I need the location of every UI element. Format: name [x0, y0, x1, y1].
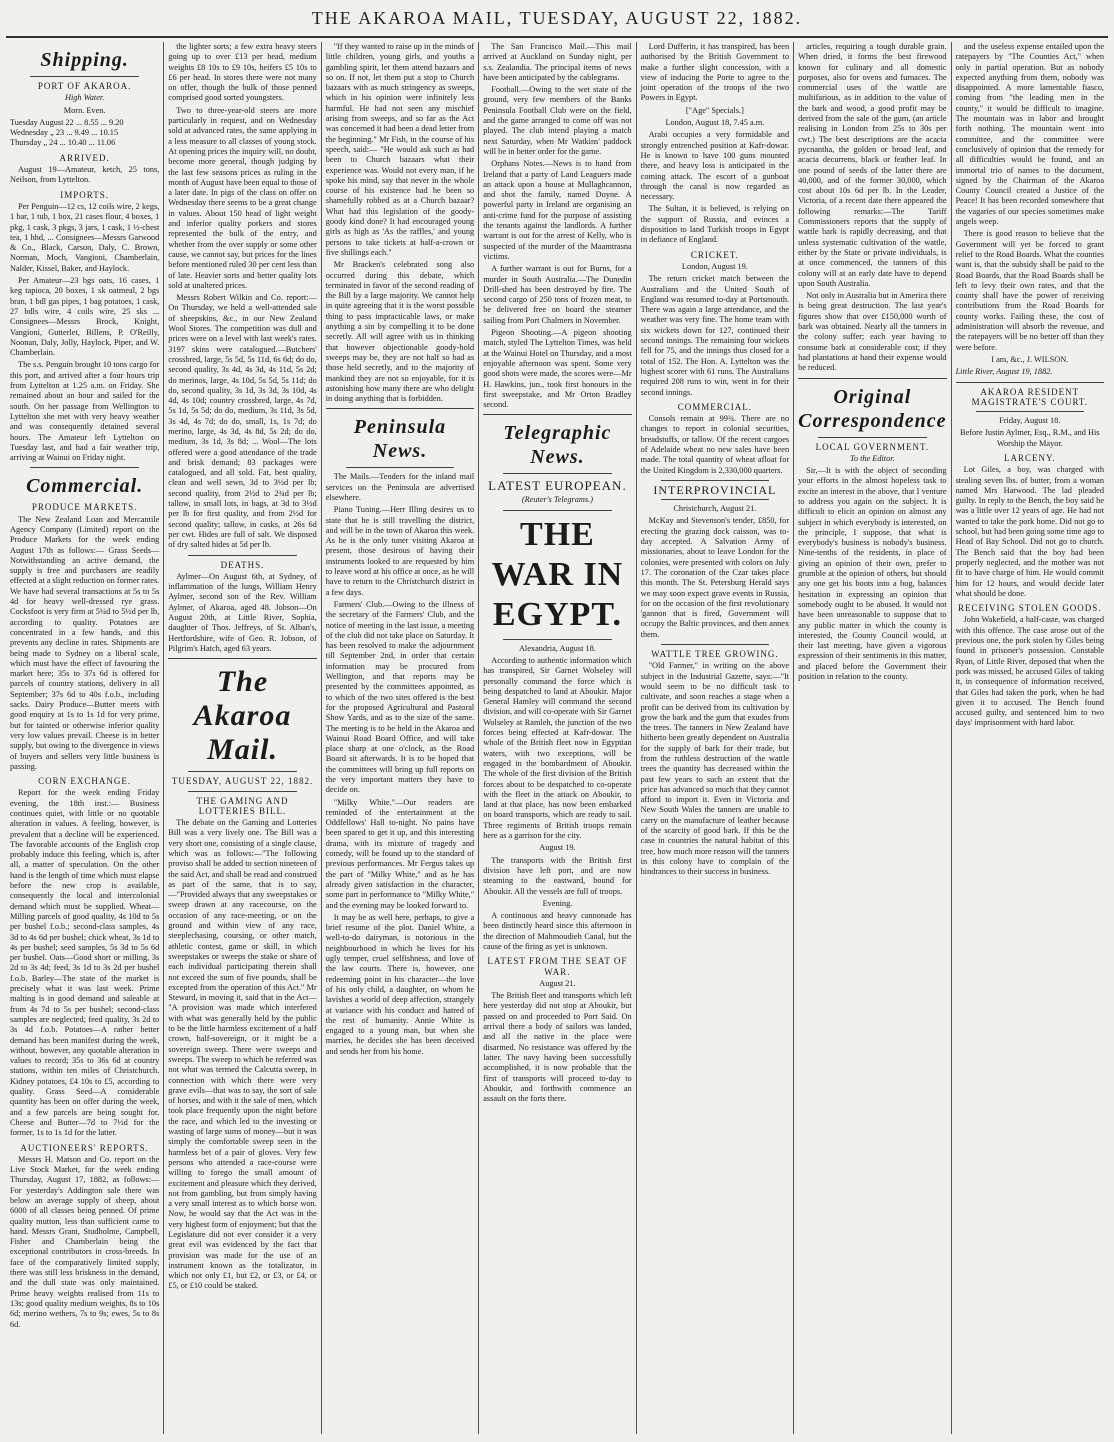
divider — [168, 658, 316, 659]
column-3 — [321, 42, 478, 1434]
high-water-row: Thursday „ 24 ... 10.40 ... 11.06 — [10, 138, 116, 148]
war-heading: THE WAR IN EGYPT. — [491, 515, 624, 633]
produce-heading: PRODUCE MARKETS. — [31, 502, 138, 513]
court-bench: Before Justin Aylmer, Esq., R.M., and His Worship the Mayor. — [960, 428, 1100, 448]
court-heading: AKAROA RESIDENT MAGISTRATE'S COURT. — [971, 386, 1088, 407]
original-correspondence-heading: Original Correspondence — [798, 385, 947, 432]
masthead-rule — [6, 36, 1108, 38]
auction-text: Messrs H. Matson and Co. report on the Live Stock Market, for the week ending Thursday, August 17, 1882, as follows:—For yesterday's Addington sale there was below an average supply of sheep, about 6000 of all classes being penned. Of prime quality mutton, less than sufficient came to hand. Messrs Grant, Studholme, Campbell, Fisher and Chamberlain being the exceptional contributors in cross-breeds. In face of the comparatively limited supply, there was still less briskness in the demand, and the dull state was only maintained. Prime heavy weights realised from 11s to 13s; good quality medium weights, 8s to 10s 6d; merino wethers, 7s to 9s; ewes, 5s to 8s 6d. — [10, 1154, 160, 1329]
divider — [326, 408, 474, 409]
imports-heading: IMPORTS. — [60, 189, 110, 200]
letter-continued: and the useless expense entailed upon the ratepayers by "The Counties Act," when only in partial operation. But as nobody expected anything from them, nobody was disappointed. A more lamentable fiasco, coming from "the leading men in the county," it would be difficult to imagine. The mountain was in labor and brought forth nothing. The mountain went into committee, and the committee were conclusively of opinion that the remedy for all difficulties would be found, and an immortal trio of names to the document, signed by the Chairman of the Akaroa County Council created a Justice of the Peace! It has been recorded somewhere that the vagaries of our species sometimes make angels weep. — [955, 42, 1105, 227]
sultan-text: The Sultan, it is believed, is relying on the support of Russia, and evinces a disposition to land Turkish troops in Egypt in defiance of England. — [640, 204, 790, 245]
letter-text: Sir,—It is with the object of seconding your efforts in the almost hopeless task to excite an interest in the above, that I venture to address you again on the subject. It is difficult to elicit an opinion on almost any subject in which everybody is interested, on the principle, I suppose, that what is everybody's business is nobody's business. Nine-tenths of the residents, in place of giving an opinion of their own, prefer to grumble at the opinion of others, but should any one get his boots into a bog, balances hesitation in expressing an opinion that somebody ought to be abused. It would not have been unreasonable to suppose that to any public matter in which the county is interested, the County Council would, at their last meeting, have given a vigorous expression of their sentiments in this matter, and placed before the Government their position in relation to the county. — [798, 466, 947, 682]
war-text: According to authentic information which has transpired, Sir Garnet Wolseley will personally command the force which is being despatched to land at Aboukir. Major General Hamley will command the second division, and will co-operate with Sir Garnet Wolseley at Ramleh, the junction of the two forces being effected at Kafr-dowar. The whole of the British fleet now in Egyptian waters, with two exceptions, will be engaged in the bombardment of Aboukir. The whole of the first division of the British forces about to be despatched to co-operate with the fleet in the attack on Aboukir, to land at that place, has now been embarked on board transports, which are ready to sail. Three regiments of British troops remain here as a garrison for the city. — [483, 655, 632, 841]
war-dateline: Alexandria, August 18. — [518, 643, 596, 653]
latest-european-heading: LATEST EUROPEAN. — [488, 478, 627, 494]
reuter-line: (Reuter's Telegrams.) — [521, 495, 593, 505]
imports-text: Per Penguin—12 cs, 12 coils wire, 2 kegs, 1 bar, 1 tub, 1 box, 21 cases flour, 4 boxes, 1 pkg, 1 cask, 3 pkgs, 3 jars, 1 cask, 1 ½-chest tea, 1 hhd, ... Consignees—Messrs Garwood & Co., Black, Carson, Daly, C. Brown, Norman, Moch, Vangioni, Chamberlain, Nalder, Kissel, Baker, and Haylock. — [10, 201, 160, 273]
divider — [483, 414, 631, 415]
cattle-text: Two to three-year-old steers are more particularly in request, and on Wednesday sold at advanced rates, the same applying in a less measure to all classes of young stock. At opening prices the inquiry will, no doubt, become more general, though judging by the last few seasons prices as ruling in the month of August have been equal to those of a later date. In pigs of the class on offer on Wednesday there seems to be a great change in values. About 150 head of light weight and inferior quality porkers and stores represented the bulk of the entry, and whether from the over supply or some other cause, we cannot say, but prices for the lines before mentioned ruled 30 per cent less than of late. Heavier sorts and better quality lots sold at unaltered prices. — [168, 105, 317, 290]
receiving-heading: RECEIVING STOLEN GOODS. — [957, 603, 1102, 614]
divider — [30, 467, 139, 468]
corn-text: Report for the week ending Friday evening, the 18th inst.:— Business continues quiet, with little or no quotable alteration in values. A feeling, however, is prevalent that a decline will be experienced. The favorable accounts of the English crop probably induce this feeling, which is, after all, a matter of speculation. On the other hand is the length of time which must elapse before the new crop is available, consequently the local and intercolonial demand which must be supplied. Wheat—Milling parcels of good quality, 4s 10d to 5s per bushel f.o.b.; second-class samples, 4s 3d to 4s 6d per bushel; chick wheat, 3s 1d to 4s per bushel; seed samples, 5s 3d to 5s 6d per bushel. Oats—Good short or milling, 3s 2d to 3s 4d; feed, 3s 1d to 3s 2d per bushel f.o.b. Barley—The state of the market is precisely what it was last week. Prime malting is in good demand and saleable at from 4s 7d to 5s per bushel; second-class samples are neglected; feed quality, 3s 2d to 3s 4d f.o.b. Potatoes—A rather better demand has been manifest during the week, without, however, any quotable alteration in values to record; 35s to 36s 6d at country stations, within ten miles of Christchurch. Kidney potatoes, £4 10s to £5, according to quality. Grass Seed—A considerable quantity has been on offer during the week, and a few parcels are being sought for. Cheese and Butter—7d to 7½d for the former, 1s to 1s 1d for the latter. — [10, 788, 160, 1138]
dufferin-text: Lord Dufferin, it has transpired, has been authorised by the British Government to make a further slight concession, with a view of inducing the Porte to agree to the joint operation of the troops of the two Powers in Egypt. — [640, 42, 790, 103]
aug19-dateline: August 19. — [539, 843, 576, 853]
aug19-text: The transports with the British first division have left port, and are now steaming to the eastward, bound for Aboukir. All the vessels are full of troops. — [483, 855, 632, 896]
paper-title: The Akaroa Mail. — [193, 665, 292, 767]
sf-mail-text: The San Francisco Mail.—This mail arrived at Auckland on Sunday night, per s.s. Zealandia. The principal items of news have been anticipated by the cablegrams. — [483, 42, 632, 82]
column-7 — [951, 42, 1108, 1434]
penguin-text: The s.s. Penguin brought 10 tons cargo for this port, and arrived after a four hours trip from Lyttelton at 1.25 a.m. on Friday. She remained about an hour and sailed for the south. On her passage from Wellington to Lyttelton she met with very heavy weather and was consequently detained several hours. The Amateur left Lyttelton on Tuesday last, and had a fair weather trip, arriving at Wainui on Friday night. — [10, 360, 160, 463]
seat-dateline: August 21. — [539, 978, 576, 988]
divider — [798, 378, 946, 379]
to-editor-line: To the Editor. — [850, 453, 895, 463]
paper-date: TUESDAY, AUGUST 22, 1882. — [171, 776, 314, 787]
bill-heading: THE GAMING AND LOTTERIES BILL. — [196, 795, 289, 816]
column-1 — [6, 42, 163, 1434]
divider — [503, 473, 611, 474]
divider — [976, 411, 1084, 412]
piano-text: Piano Tuning.—Herr Illing desires us to state that he is still travelling the district, and will be in the town of Akaroa this week. As he is the only tuner visiting Akaroa at present, those desirous of having their instruments looked to are requested by him to leave word at his office at once, as he will have to return to the Christchurch district in a few days. — [325, 505, 475, 597]
bill-text: The debate on the Gaming and Lotteries Bill was a very lively one. The Bill was a very short one, consisting of a single clause, which was as follows:—"The following proviso shall be added to section nineteen of the said Act, and shall be read and construed as part of the same, that is to say,—"Provided always that any sweepstakes or sweep drawn at any racecourse, on the occasion of any race-meeting, or on the ground and within view of any race, steeplechasing, coursing, or other match, athletic contest, game or skill, in which sweepstakes or sweeps the stake or share of each individual participating therein shall not exceed the sum of five pounds, shall be excepted from the operation of this Act." Mr Steward, in moving it, said that in the Act— "A provision was made which interfered with what was generally held by the public to be the little harmless excitement of a half crown, half-sovereign, or it might be a sovereign sweep. There were sweeps and sweeps. The sweep to which he referred was not what was termed the Calcutta sweep, in connection with which there were very grave evils—that was to say, the sort of sale of horses, and with it the sale of men, which took place frequently upon the night before the race, and which led to the investing or wasting of large sums of money—but it was simply the comfortable sweep seen in the harmless bet of a pair of gloves. Very few persons who attended a race-course were willing to forego the small amount of excitement and pleasure which they derived, not from gambling, but from simply having a very small interest as to which horse won. Now, he would say that the Act was in the very highest form of enjoyment; but that the Legislature did not ever consider it a very great evil was evidenced by the fact that provision was made for the use of an instrument known as the totalizator, in which not only £1, but £2, or £3, or £4, or £5, or £10 could be staked. — [168, 818, 317, 1291]
receiving-text: John Wakefield, a half-caste, was charged with this offence. The case arose out of the previous one, the pork stolen by Giles being found in prisoner's possession. Constable Ryan, of Little River, deposed that when the pork was missed, he accused Giles of taking it, in consequence of information received, that Giles had taken the pork, when he had given it to accused. The Bench found accused guilty, and sentenced him to two days' imprisonment with hard labor. — [955, 615, 1105, 728]
cattle-intro: the lighter sorts; a few extra heavy steers going up to over £13 per head, medium weights £8 10s to £9 10s, heifers £5 10s to £6 per head. In stores there were not many on offer, though the bulk of those penned comprised good sorted youngsters. — [168, 42, 317, 103]
telegraphic-heading: Telegraphic News. — [503, 422, 612, 469]
farmers-club-text: Farmers' Club.—Owing to the illness of the secretary of the Farmers' Club, and the notice of meeting in the last issue, a meeting of the club did not take place on Saturday. It has been resolved to make the adjournment till September 2nd, in order that certain information may be procured from Wellington, and that reports may be presented by the committees appointed, as to which of the two sites offered is the best for the proposed Agricultural and Pastoral Show Yards, and as to the size of the same. The meeting is to be held in the Akaroa and Wainui Road Board Office, and will take place sharp at one o'clock, as the Road Board sit afterwards. It is to be hoped that the committees will bring up full reports on the very important matters they have to decide on. — [325, 599, 475, 795]
column-6 — [793, 42, 950, 1434]
mails-text: The Mails.—Tenders for the inland mail services on the Peninsula are advertised elsewhere. — [325, 472, 475, 502]
produce-text: The New Zealand Loan and Mercantile Agency Company (Limited) report on the Produce Markets for the week ending August 17th as follows:— Grass Seeds—Notwithstanding an active demand, the supply is free and purchasers are readily effected at a slight reduction on former rates. We have had several transactions at 5s to 5s 4d for heavy well-dressed rye grass. Cocksfoot is very firm at 5¼d to 5½d per lb, according to quality. Potatoes are concentrated in a few hands, and this prevents any decline in rates. Shipments are being made to Sydney on a liberal scale, which must have the effect of favouring the market here; 35s to 37s 6d is offered for parcels of country stations, delivery in all September; 37s 6d to 40s f.o.b., including sacks. Dairy Produce—Butter meets with good enquiry at 1s to 1s 1d for very prime, but for tainted or otherwise inferior quality very low values prevail. Cheese is in better supply, but owing to the divergence in views of buyers and sellers very little business is passing. — [10, 514, 160, 771]
letter-place: Little River, August 19, 1882. — [955, 367, 1053, 377]
column-4 — [478, 42, 635, 1434]
high-water-heading: High Water. — [64, 93, 105, 103]
interprovincial-text: McKay and Stevenson's tender, £850, for erecting the grazing dock caisson, was to-day accepted. A Salvation Army of missionaries, about to leave London for the colonies, were presented with colors on July 17. The coronation of the Czar takes place this month. The St. Petersburg Herald says we may soon expect grave events in Russia, for on the occasion of the first revolutionary 'gannon that is fired, Government will occupy the Baltic provinces, and then annex them. — [640, 516, 790, 639]
divider — [346, 467, 454, 468]
age-specials-heading: ["Age" Specials.] — [685, 105, 744, 115]
port-heading: PORT OF AKAROA. — [37, 81, 132, 91]
cricket-text: The return cricket match between the Australians and the United South of England was resumed to-day at Portsmouth. There was again a large attendance, and the weather was very fine. The home team with six wickets down for 127, continued their second innings. The remaining four wickets fell for 75, and the innings thus closed for a total of 152. The Hon. A. Lyttelton was the highest scorer with 61 runs. The Australians required 208 runs to win, went in for their second innings. — [640, 274, 790, 397]
seat-text: The British fleet and transports which left here yesterday did not stop at Aboukir, but passed on and proceeded to Port Said. On arrival there a body of sailors was landed, and all the native in the place were disarmed. No resistance was offered by the latter. The navy having been successfully accomplished, it is now probable that the first of transports will proceed to-day to Aboukir, and forthwith commence an assault on the forts there. — [483, 991, 632, 1104]
divider — [818, 437, 926, 438]
larceny-heading: LARCENY. — [1003, 452, 1056, 463]
divider — [503, 510, 611, 511]
pigeon-text: Pigeon Shooting.—A pigeon shooting match, styled The Lyttelton Times, was held at the Wainui Hotel on Thursday, and a most enjoyable afternoon was spent. Some very good shots were made, the scores were—Mr H. Hawkins, jun., took first honours in the first sweepstake, and Mr Orton Bradley second. — [483, 328, 632, 410]
wattle-text: "Old Farmer," in writing on the above subject in the Industrial Gazette, says:—"It would seem to be no difficult task to cultivate, and soon reaches a stage when a profit can be derived from its cultivation by grow the bark and the gum that exudes from the trees. The tanners in New Zealand have hitherto been greatly dependent on Australia for the supply of bark for their trade, but from the ruthless destruction of the wattle trees the quantity has decreased within the past few years to such an extent that the price has advanced so much that they cannot afford to import it. Even in Victoria and New South Wales the tanners are unable to carry on the manufacture of leather because of the scarcity of good bark. If this be the case in countries the natural habitat of this tree, how much more reason will the tanners in this colony have to complain of the hindrances to their success in business. — [640, 661, 790, 877]
age-dateline: London, August 18, 7.45 a.m. — [665, 118, 765, 128]
columns — [6, 42, 1108, 1434]
divider — [30, 76, 139, 77]
divider — [661, 480, 769, 481]
seat-of-war-heading: LATEST FROM THE SEAT OF WAR. — [487, 956, 628, 977]
auction-heading: AUCTIONEERS' REPORTS. — [20, 1142, 149, 1153]
court-date: Friday, August 18. — [999, 416, 1061, 426]
cricket-dateline: London, August 19. — [681, 261, 748, 271]
wattle-articles-text: articles, requiring a tough durable grain. When dried, it forms the best firewood known for culinary and all domestic purposes, also for ovens and furnaces. The commercial uses of the wattle are multifarious, as in addition to the value of the bark and wood, a good profit may be derived from the sale of the gum, (an article realising in London from 25s to 30s per cwt.) The best descriptions are the acacia pycnantha, the golden or broad leaf, and acacia decurrens, black or feather leaf. In one pound of seeds of the latter there are 40,000, and of the former 30,000, which cost about 10s 6d per lb. In the Leader, Victoria, of a recent date there appeared the following remarks:—The Tariff Commissioners reports that the supply of wattle bark is rapidly decreasing, and that unless systematic cultivation of the wattle, either by the State or private individuals, is at once commenced, the tanners of this colony will at an early date have to depend upon South Australia. — [798, 42, 947, 288]
wattle-value-text: Not only in Australia but in America there is being great destruction. The last year's figures show that over £150,000 worth of bark was obtained. Nearly all the tanners in the colony suffer; each year having to consume bark at considerable cost; if they had plantations at hand their expense would be reduced. — [798, 291, 947, 373]
commercial-subheading: COMMERCIAL. — [677, 401, 753, 412]
divider — [956, 382, 1104, 383]
high-water-row: Tuesday August 22 ... 8.55 ... 9.20 — [10, 117, 124, 127]
evening-dateline: Evening. — [542, 898, 573, 908]
football-text: Football.—Owing to the wet state of the ground, very few members of the Banks Peninsula Football Club were on the field, and the game arranged to come off was not played. The club intend playing a match next Saturday, when Mr Watkins' paddock will be in better order for the game. — [483, 85, 632, 156]
wattle-heading: WATTLE TREE GROWING. — [651, 649, 779, 660]
cricket-heading: CRICKET. — [690, 249, 739, 260]
peninsula-heading: Peninsula News. — [353, 416, 447, 463]
bracken-text: Mr Bracken's celebrated song also occurred during this debate, which terminated in favor of the second reading of the Bill by a large majority. We cannot help in quite agreeing that it is the worst possible thing to pass impracticable laws, or make anything a sin by compelling it to be done secretly. All will agree with us in thinking that however objectionable goody-hold sweeps may be, they are not half so bad as those held secretly, and to the majority of mankind they are not so enjoyable, for it is astonishing how many there are who delight in doing anything that is forbidden. — [325, 260, 475, 404]
arrived-heading: ARRIVED. — [59, 152, 110, 163]
divider — [661, 644, 769, 645]
bill-continued: "If they wanted to raise up in the minds of little children, young girls, and youths a gambling spirit, let them attend bazaars and so on. If not, let them put a stop to Church bazaars with as much stringency as sweeps, which in his opinion were infinitely less harmful. He had not seen any mischief arising from sweeps, and so far as the Act was concerned it had been a dead letter from the beginning." Mr Fish, in the course of his speech, said:— "He would ask such as had been to Church bazaars what their experience was. Would not every man, if he spoke his mind, say that never in the whole course of his existence had he been so shamefully robbed as at a Church bazaar? What had this legislation of the goody-goody kind done? It had encouraged young girls as high as 'As the raffles,' and young persons to take tickets at half-a-crown or five shillings each." — [325, 42, 475, 257]
age-text: Arabi occupies a very formidable and strongly entrenched position at Kafr-dowar. He is known to have 100 guns mounted there, and heavy loss is anticipated in the coming attack. The escort of a gunboat through the canal is now regarded as necessary. — [640, 130, 790, 202]
amateur-text: Per Amateur—23 bgs oats, 16 cases, 1 keg tapioca, 20 boxes, 1 sk oatmeal, 2 bgs bran, 1 bdl gas pipes, 1 bag potatoes, 1 cask, 27 bdls wire, 4 coils wire, 25 sks ... Consignees—Messrs Brock, Knight, Vangioni, Gutterlet, Billens, P. O'Reilly, Noonan, Daly, Jolly, Haylock, Piper, and W. Chamberlain. — [10, 276, 160, 358]
larceny-text: Lot Giles, a boy, was charged with stealing seven lbs. of butter, from a woman named Mrs Harwood. The lad pleaded guilty. In reply to the Bench, the boy said he was a little over 12 years of age. He had not wanted to take the pork home. Did not go to school, but had been going some time ago to Head of Bay School. Did not go to church. The Bench said that the boy had been properly neglected, and the mother was not fit to have charge of him. He would commit him for 12 hours, and would decide later what should be done. — [955, 465, 1105, 598]
plot-text: It may be as well here, perhaps, to give a brief resume of the plot. Daniel White, a well-to-do dairyman, is notorious in the neighbourhood in which he lives for his ugly temper, cruel selfishness, and love of the law courts. There is, however, one redeeming point in his character—the love of his only child, a daughter, on whom he lavishes a world of deep affection, strangely at variance with his conduct and hatred of the rest of humanity. Annie White is engaged to a young man, but when she marries, he decides she has been deceived and sends her from his home. — [325, 912, 475, 1056]
consols-text: Consols remain at 99¾. There are no changes to report in colonial securities, breadstuffs, or tallow. Of the recent cargoes of Adelaide wheat no new sales have been made. The total quantity of wheat afloat for the United Kingdom is 2,330,000 quarters. — [640, 414, 790, 475]
dunedin-text: A further warrant is out for Burns, for a murder in South Australia.—The Dunedin Drill-shed has been destroyed by fire. The second cargo of 250 tons of frozen meat, to be delivered free on board the steamer sailing from Port Chalmers in November. — [483, 264, 632, 325]
letter-signature: I am, &c., J. WILSON. — [991, 354, 1069, 364]
commercial-heading: Commercial. — [26, 475, 144, 498]
divider — [503, 639, 611, 640]
interprovincial-heading: INTERPROVINCIAL — [653, 482, 777, 497]
notes-text: Orphans Notes.—News is to hand from Ireland that a party of Land Leaguers made an attack upon a house at Mullaghcannon, and shot the family, named Doyne. A powerful party in Ireland are organising an anti-crime fund for the purpose of assisting the tenants against the landlords. A further warrant is out for the arrest of Kelly, who is suspected of the murder of the Maamtrasna victims. — [483, 159, 632, 261]
column-2 — [163, 42, 320, 1434]
wool-text: Messrs Robert Wilkin and Co. report:—On Thursday, we held a well-attended sale of sheepskins, &c., in our New Zealand Wool Stores. The competition was dull and prices were on a level with last week's rates. 3197 skins were catalogued.—Butchers' crossbred, large, 5s 5d, 5s 11d, 6s 6d; do do, second quality, 3s 4d, 4s 3d, 4s 11d, 5s 2d; do merinos, large, 4s 10d, 5s 5d, 5s 11d; do do, second quality, 3s 1d, 3s 3d, 3s 10d, 4s 4d, 4s 10d; country crossbred, large, 4s 7d, 5s 1d, 5s 5d; do do, medium, 3s 11d, 3s 5d, 3s 4d, 4s 7d; do do, small, 1s, 1s 7d; do merino, large, 4s 3d, 4s 8d, 5s 2d; do do, medium, 3s 1d, 3s 8d; ... Wool—The lots offered were a good attendance of the trade and brisk demand; 83 packages were catalogued, and all sold. Fat, best quality, clean and well sewn, 3d to 3½d per lb; second quality, from 2½d to 2¾d per lb; tallow, in small lots, in bags, at 3d to 3½d per lb for first quality, and from 2½d for second quality; tallow, in casks, at 26s 6d per cwt. Hides are full of salt. We disposed of dry salted hides at 5d per lb. — [168, 293, 317, 550]
deaths-heading: DEATHS. — [220, 559, 265, 570]
masthead-title: THE AKAROA MAIL, TUESDAY, AUGUST 22, 1882. — [311, 8, 803, 28]
divider — [661, 499, 769, 500]
high-water-header: Morn. Even. — [63, 105, 106, 115]
arrived-text: August 19—Amateur, ketch, 25 tons, Neilson, from Lyttelton. — [10, 165, 160, 185]
high-water-row: Wednesday „ 23 ... 9.49 ... 10.15 — [10, 128, 119, 138]
corn-heading: CORN EXCHANGE. — [38, 776, 132, 787]
evening-text: A continuous and heavy cannonade has been distinctly heard since this afternoon in the direction of Mahmoudieh Canal, but the cause of the firing as yet is unknown. — [483, 911, 632, 951]
divider — [188, 791, 296, 792]
column-5 — [636, 42, 793, 1434]
divider — [188, 771, 296, 772]
shipping-heading: Shipping. — [40, 49, 129, 71]
letter-more: There is good reason to believe that the Government will yet be forced to grant relief to the Road Boards. What the counties want is, that the subsidy shall be paid to the Road Boards, that the Road Boards shall be left to levy their own rates, and that the county shall have the power of receiving contributions from the Road Boards for county works. Failing these, the cost of administration will absorb the revenue, and the ratepayers will be no better off than they were before. — [955, 229, 1105, 352]
milky-white-text: "Milky White."—Our readers are reminded of the entertainment at the Oddfellows' Hall to-night. No pains have been spared to get it up, and this interesting drama, with its mixture of tragedy and comedy, will be found up to the standard of previous performances. Mr Fergus takes up the part of "Milky White," and as he has already given satisfaction in the character, some part in performance to "Milky White," and the evening may be looked forward to. — [325, 797, 475, 910]
divider — [188, 555, 296, 556]
deaths-text: Aylmer—On August 6th, at Sydney, of inflammation of the lungs, William Henry Aylmer, second son of the Rev. William Aylmer, of Akaroa, aged 48. Jobson—On August 20th, at Little River, Sophia, daughter of Thos. Jeffreys, of St. Alban's, Hertfordshire, wife of Geo. R. Jobson, of Pilgrim's Hatch, aged 63 years. — [168, 571, 317, 653]
local-government-heading: LOCAL GOVERNMENT. — [815, 441, 930, 452]
christchurch-dateline: Christchurch, August 21. — [673, 504, 757, 514]
